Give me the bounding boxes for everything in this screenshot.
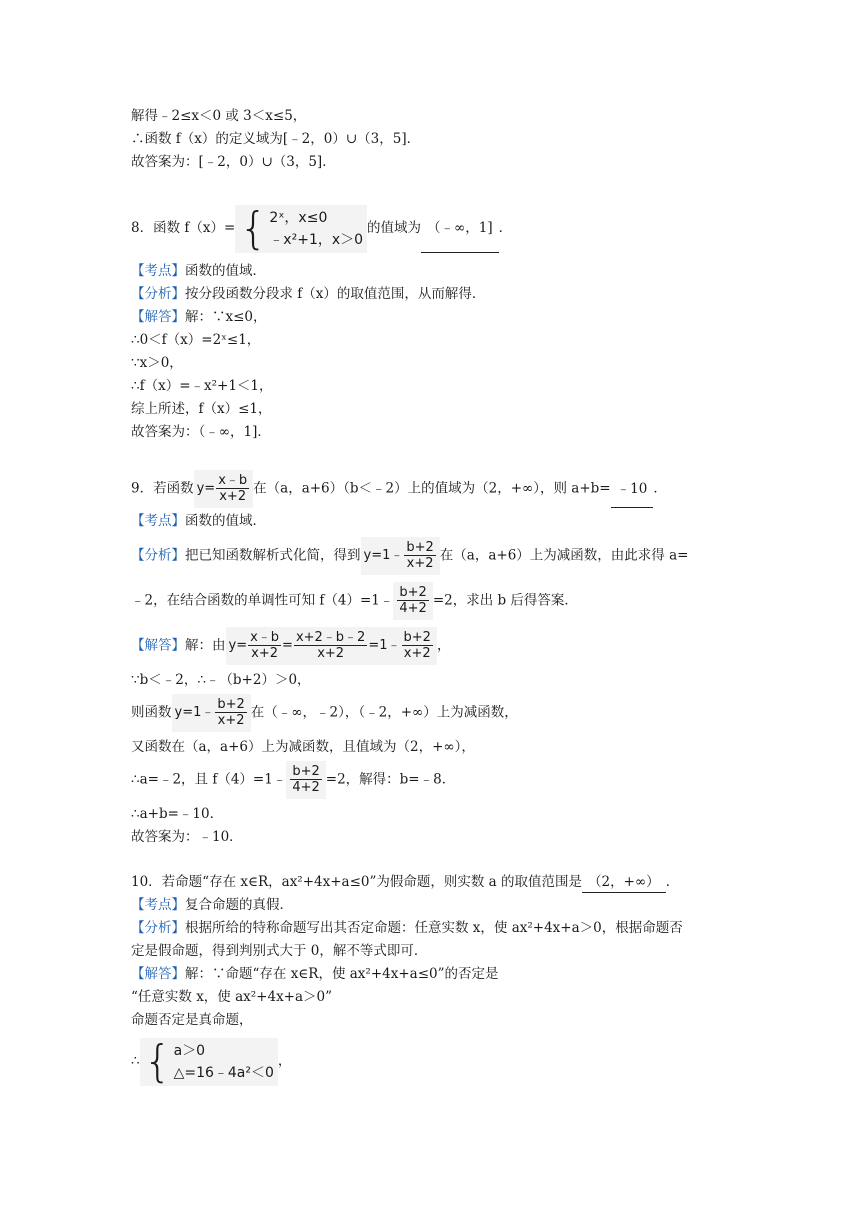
fenxi-tag: 【分析】	[131, 547, 185, 564]
solution-text: ，	[277, 1053, 292, 1069]
fraction	[402, 630, 433, 661]
denominator: 4+2	[399, 601, 427, 616]
brace-glyph: {	[143, 1035, 172, 1087]
fraction	[397, 585, 428, 616]
fraction	[290, 764, 321, 795]
denominator: 4+2	[292, 780, 320, 795]
fenxi-text: =2，求出 b 后得答案．	[432, 592, 578, 609]
answer-blank: （2，+∞）	[582, 872, 666, 893]
fenxi-line: 定是假命题，得到判别式大于 0，解不等式即可．	[131, 943, 428, 959]
jieda-tag: 【解答】	[131, 966, 185, 982]
formula-image	[226, 627, 437, 665]
jieda-text: ，	[436, 637, 451, 654]
numerator: b+2	[292, 764, 320, 779]
solution-line: ∵x＞0，	[131, 355, 183, 371]
piecewise-formula-image	[235, 202, 367, 254]
solution-text: =2，解得：b=﹣8．	[325, 771, 456, 788]
kaodian-text: 函数的值域．	[185, 513, 266, 529]
jieda-text: 解：∵x≤0，	[185, 309, 267, 325]
question-8	[131, 204, 512, 253]
answer-blank: （﹣∞，1]	[421, 204, 499, 253]
numerator: b+2	[399, 585, 427, 600]
fraction	[215, 697, 246, 728]
question-10	[131, 872, 679, 893]
solution-text: ∴	[131, 1053, 140, 1069]
formula-image	[361, 537, 440, 575]
formula-image	[194, 470, 254, 508]
fraction	[216, 473, 249, 504]
solution-line: ∴函数 f（x）的定义域为[﹣2，0）∪（3，5]．	[131, 131, 421, 147]
solution-line	[131, 694, 518, 732]
fenxi-line	[131, 582, 578, 620]
formula-image	[393, 582, 432, 620]
solution-text: ∴a=﹣2，且 f（4）=1﹣	[131, 771, 287, 788]
fraction	[294, 630, 367, 661]
question-text: ．	[498, 220, 513, 236]
fenxi-text: 根据所给的特称命题写出其否定命题：任意实数 x，使 ax²+4x+a＞0，根据命题否	[185, 920, 683, 936]
formula-text: =	[282, 638, 293, 653]
solution-text: 在（﹣∞，﹣2），（﹣2，+∞）上为减函数，	[250, 704, 518, 721]
fenxi-text: 在（a，a+6）上为减函数，由此求得 a=	[439, 547, 689, 564]
solution-line	[131, 761, 455, 799]
solution-line: 命题否定是真命题，	[131, 1012, 253, 1028]
solution-line: 解得﹣2≤x＜0 或 3＜x≤5，	[131, 108, 307, 124]
solution-line	[131, 1036, 291, 1086]
numerator: b+2	[406, 540, 434, 555]
kaodian-text: 复合命题的真假．	[185, 897, 293, 913]
question-text: 8．函数 f（x）=	[131, 220, 236, 236]
piece-row: ﹣x²+1，x＞0	[269, 231, 364, 248]
kaodian-line	[131, 261, 266, 281]
numerator: b+2	[217, 697, 245, 712]
piece-row: a＞0	[173, 1042, 206, 1059]
fraction	[248, 630, 281, 661]
question-text: 10．若命题“存在 x∈R，ax²+4x+a≤0”为假命题，则实数 a 的取值范围是	[131, 874, 583, 890]
brace-glyph: {	[239, 202, 268, 254]
fenxi-tag: 【分析】	[131, 920, 185, 936]
formula-image	[286, 761, 325, 799]
jieda-text: 解：由	[185, 637, 226, 654]
denominator: x+2	[217, 713, 245, 728]
fenxi-text: 把已知函数解析式化简，得到	[185, 547, 361, 564]
fenxi-line	[131, 537, 688, 575]
jieda-tag: 【解答】	[131, 309, 185, 325]
formula-text: y=1﹣	[363, 548, 404, 563]
question-text: ．	[653, 480, 667, 497]
formula-text: y=1﹣	[174, 705, 215, 720]
question-text: 9．若函数	[131, 480, 194, 497]
piece-row: 2ˣ，x≤0	[269, 209, 328, 226]
jieda-tag: 【解答】	[131, 637, 185, 654]
formula-text: =1﹣	[368, 638, 401, 653]
numerator: x﹣b	[218, 473, 248, 488]
fenxi-line	[131, 284, 485, 304]
formula-text: y=	[196, 481, 216, 496]
kaodian-line	[131, 895, 293, 915]
solution-line: 故答案为：﹣10．	[131, 829, 243, 845]
fenxi-text: 按分段函数分段求 f（x）的取值范围，从而解得．	[185, 286, 486, 302]
solution-line: 故答案为：[﹣2，0）∪（3，5]．	[131, 154, 336, 170]
kaodian-tag: 【考点】	[131, 263, 185, 279]
fenxi-text: ﹣2，在结合函数的单调性可知 f（4）=1﹣	[131, 592, 394, 609]
jieda-text: 解：∵命题“存在 x∈R，使 ax²+4x+a≤0”的否定是	[185, 966, 499, 982]
solution-text: 则函数	[131, 704, 172, 721]
solution-line: ∴f（x）=﹣x²+1＜1，	[131, 378, 273, 394]
denominator: x+2	[406, 556, 434, 571]
solution-line: “任意实数 x，使 ax²+4x+a＞0”	[131, 989, 333, 1005]
solution-line: ∴0＜f（x）=2ˣ≤1，	[131, 332, 261, 348]
question-9	[131, 470, 667, 508]
denominator: x+2	[403, 646, 431, 661]
jieda-line	[131, 307, 267, 327]
kaodian-text: 函数的值域．	[185, 263, 266, 279]
jieda-line	[131, 627, 450, 665]
answer-blank: ﹣10	[611, 471, 654, 508]
denominator: x+2	[317, 646, 345, 661]
solution-line: 又函数在（a，a+6）上为减函数，且值域为（2，+∞），	[131, 739, 475, 755]
solution-line: ∵b＜﹣2，∴﹣（b+2）＞0，	[131, 672, 311, 688]
fenxi-tag: 【分析】	[131, 286, 185, 302]
question-text: 的值域为	[367, 220, 422, 236]
denominator: x+2	[219, 489, 247, 504]
question-text: 在（a，a+6）（b＜﹣2）上的值域为（2，+∞），则 a+b=	[253, 480, 611, 497]
fenxi-line	[131, 918, 683, 938]
question-text: ．	[665, 874, 680, 890]
formula-image	[172, 694, 251, 732]
kaodian-tag: 【考点】	[131, 897, 185, 913]
kaodian-line	[131, 511, 266, 531]
formula-text: y=	[228, 638, 248, 653]
solution-line: 故答案为：（﹣∞，1]．	[131, 424, 271, 440]
denominator: x+2	[251, 646, 278, 661]
fraction	[404, 540, 435, 571]
numerator: b+2	[403, 630, 431, 645]
piece-row: △=16﹣4a²＜0	[173, 1064, 274, 1081]
numerator: x﹣b	[250, 630, 280, 645]
solution-line: 综上所述，f（x）≤1，	[131, 401, 272, 417]
kaodian-tag: 【考点】	[131, 513, 185, 529]
jieda-line	[131, 964, 499, 984]
system-formula-image	[140, 1035, 278, 1087]
numerator: x+2﹣b﹣2	[295, 630, 366, 645]
solution-line: ∴a+b=﹣10．	[131, 806, 224, 822]
